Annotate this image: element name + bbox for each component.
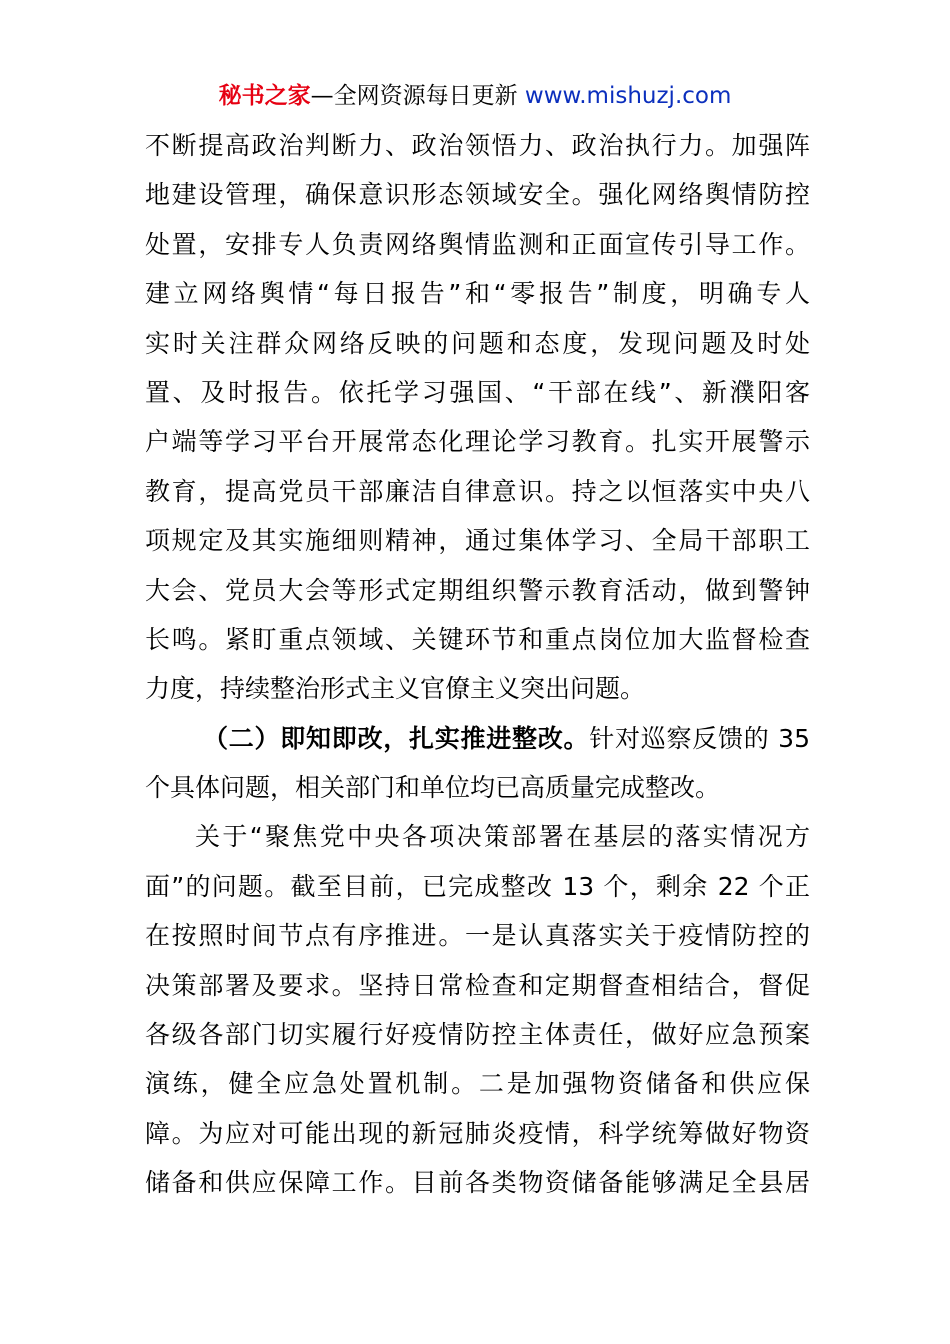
text-line: 长鸣。紧盯重点领域、关键环节和重点岗位加大监督检查 [145, 624, 810, 654]
text-line: 建立网络舆情“每日报告”和“零报告”制度，明确专人 [145, 279, 810, 309]
text-line: 演练，健全应急处置机制。二是加强物资储备和供应保 [145, 1069, 810, 1099]
text-line: 在按照时间节点有序推进。一是认真落实关于疫情防控的 [145, 921, 810, 951]
section-heading-line [145, 714, 810, 763]
text-line: 大会、党员大会等形式定期组织警示教育活动，做到警钟 [145, 575, 810, 605]
text-line: 各级各部门切实履行好疫情防控主体责任，做好应急预案 [145, 1020, 810, 1050]
text-line: 置、及时报告。依托学习强国、“干部在线”、新濮阳客 [145, 377, 810, 407]
text-line: 关于“聚焦党中央各项决策部署在基层的落实情况方 [195, 822, 810, 852]
text-line: 地建设管理，确保意识形态领域安全。强化网络舆情防控 [145, 180, 810, 210]
text-line: 个具体问题，相关部门和单位均已高质量完成整改。 [145, 773, 721, 803]
text-line: 决策部署及要求。坚持日常检查和定期督查相结合，督促 [145, 970, 810, 1000]
text-line: 储备和供应保障工作。目前各类物资储备能够满足全县居 [145, 1168, 810, 1198]
document-body [145, 121, 810, 1208]
text-line: 不断提高政治判断力、政治领悟力、政治执行力。加强阵 [145, 131, 810, 160]
text-line: 户端等学习平台开展常态化理论学习教育。扎实开展警示 [145, 427, 810, 457]
header-tagline: —全网资源每日更新 [310, 83, 525, 109]
text-line: 障。为应对可能出现的新冠肺炎疫情，科学统筹做好物资 [145, 1118, 810, 1148]
brand-name: 秘书之家 [218, 83, 311, 109]
text-line: 项规定及其实施细则精神，通过集体学习、全局干部职工 [145, 526, 810, 556]
text-line: 面”的问题。截至目前，已完成整改 13 个，剩余 22 个正 [145, 871, 810, 901]
site-url[interactable]: www.mishuzj.com [524, 83, 732, 109]
page-header [0, 78, 950, 114]
text-line: 力度，持续整治形式主义官僚主义突出问题。 [145, 674, 646, 704]
text-line: 教育，提高党员干部廉洁自律意识。持之以恒落实中央八 [145, 476, 810, 506]
text-line: 实时关注群众网络反映的问题和态度，发现问题及时处 [145, 328, 810, 358]
text-line: 处置，安排专人负责网络舆情监测和正面宣传引导工作。 [145, 229, 810, 259]
section-heading-rest: 针对巡察反馈的 35 [589, 723, 810, 753]
section-heading: （二）即知即改，扎实推进整改。 [203, 723, 590, 753]
